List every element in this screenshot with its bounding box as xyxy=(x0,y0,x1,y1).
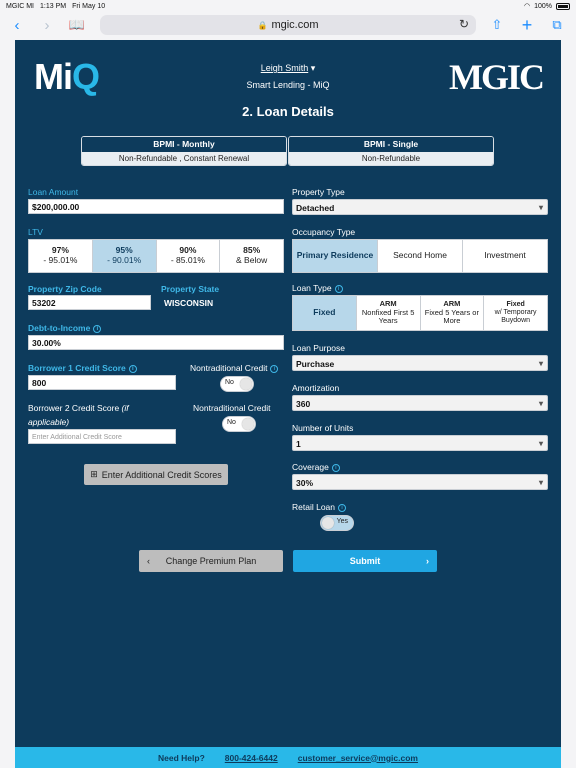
button-label: Change Premium Plan xyxy=(165,556,257,566)
loan-amount-label: Loan Amount xyxy=(28,187,79,197)
phone-link[interactable]: 800-424-6442 xyxy=(224,752,278,763)
plus-icon: ⊞ xyxy=(90,469,98,479)
bookmarks-icon[interactable]: 📖 xyxy=(68,17,86,32)
info-icon[interactable]: i xyxy=(338,504,346,512)
email-link[interactable]: customer_service@mgic.com xyxy=(297,752,418,763)
carrier-label: MGIC MI xyxy=(6,2,34,10)
status-bar xyxy=(0,0,576,12)
occupancy-option-selected[interactable]: Primary Residence xyxy=(293,240,378,272)
state-label: Property State xyxy=(161,284,220,294)
button-label: Enter Additional Credit Scores xyxy=(101,469,222,480)
back-icon[interactable]: ‹ xyxy=(14,16,20,34)
forward-icon[interactable]: › xyxy=(44,16,50,34)
loan-amount-input[interactable]: $200,000.00 xyxy=(28,199,284,214)
plan-tab-single[interactable] xyxy=(288,136,494,166)
b1-credit-input[interactable]: 800 xyxy=(28,375,176,390)
toggle-label: Yes xyxy=(336,518,348,525)
page-title: 2. Loan Details xyxy=(242,104,334,119)
info-icon[interactable]: i xyxy=(129,365,137,373)
dti-input[interactable]: 30.00% xyxy=(28,335,284,350)
nontrad-label-1: Nontraditional Credit i xyxy=(190,363,278,373)
loan-type-selector xyxy=(292,295,548,331)
occupancy-selector xyxy=(292,239,548,273)
b2-credit-label: Borrower 2 Credit Score (if xyxy=(28,403,129,413)
zip-input[interactable]: 53202 xyxy=(28,295,151,310)
toggle-label: No xyxy=(225,379,234,386)
ltv-selector xyxy=(28,239,284,273)
plan-title: BPMI - Monthly xyxy=(82,137,286,152)
app-subtitle: Smart Lending - MiQ xyxy=(246,80,330,90)
dti-label: Debt-to-Income i xyxy=(28,323,101,333)
b2-credit-label-2: applicable) xyxy=(28,417,70,427)
retail-loan-toggle[interactable] xyxy=(320,515,354,531)
info-icon[interactable]: i xyxy=(93,325,101,333)
loan-type-option-selected[interactable]: Fixed xyxy=(293,296,357,330)
ltv-label: LTV xyxy=(28,227,43,237)
enter-additional-scores-button[interactable] xyxy=(84,464,228,485)
nontrad-label-2: Nontraditional Credit xyxy=(193,403,271,413)
user-name-link[interactable]: Leigh Smith xyxy=(260,63,309,73)
plan-subtitle: Non-Refundable xyxy=(289,152,493,166)
wifi-icon: ◠ xyxy=(523,3,531,10)
loan-type-option[interactable]: ARM Fixed 5 Years or More xyxy=(421,296,485,330)
toggle-knob xyxy=(240,378,252,390)
chevron-down-icon: ▾ xyxy=(310,63,316,73)
battery-icon xyxy=(556,3,570,10)
loan-purpose-label: Loan Purpose xyxy=(292,343,345,353)
toggle-label: No xyxy=(227,419,236,426)
new-tab-icon[interactable]: + xyxy=(521,14,533,35)
button-label: Submit xyxy=(349,556,381,566)
info-icon[interactable]: i xyxy=(332,464,340,472)
zip-label: Property Zip Code xyxy=(28,284,102,294)
ltv-option[interactable]: 85% & Below xyxy=(236,245,268,265)
chevron-right-icon: › xyxy=(426,556,429,566)
coverage-select[interactable]: 30% ▾ xyxy=(292,474,548,490)
plan-title: BPMI - Single xyxy=(289,137,493,152)
info-icon[interactable]: i xyxy=(270,365,278,373)
units-select[interactable]: 1 ▾ xyxy=(292,435,548,451)
units-label: Number of Units xyxy=(292,423,354,433)
coverage-label: Coverage i xyxy=(292,462,340,472)
browser-toolbar xyxy=(0,12,576,38)
miq-logo: MiQ xyxy=(34,56,100,97)
plan-subtitle: Non-Refundable , Constant Renewal xyxy=(82,152,286,166)
property-type-select[interactable]: Detached ▾ xyxy=(292,199,548,215)
ltv-option-selected[interactable]: 95% - 90.01% xyxy=(93,240,157,272)
nontrad-toggle-2[interactable] xyxy=(222,416,256,432)
loan-type-option[interactable]: ARM Nonfixed First 5 Years xyxy=(357,296,421,330)
occupancy-label: Occupancy Type xyxy=(292,227,356,237)
info-icon[interactable]: i xyxy=(335,285,343,293)
loan-type-option[interactable]: Fixed w/ Temporary Buydown xyxy=(494,300,537,325)
toggle-knob xyxy=(242,418,254,430)
plan-tab-monthly[interactable] xyxy=(81,136,287,166)
url-text: mgic.com xyxy=(271,19,319,31)
help-label: Need Help? xyxy=(158,752,205,763)
date-label: Fri May 10 xyxy=(72,2,106,10)
change-premium-plan-button[interactable] xyxy=(139,550,283,572)
toggle-knob xyxy=(322,517,334,529)
ltv-option[interactable]: 97% - 95.01% xyxy=(29,240,93,272)
state-value: WISCONSIN xyxy=(164,298,214,308)
amortization-label: Amortization xyxy=(292,383,340,393)
occupancy-option[interactable]: Second Home xyxy=(378,240,463,272)
time-label: 1:13 PM xyxy=(40,2,67,10)
b2-credit-input[interactable]: Enter Additional Credit Score xyxy=(28,429,176,444)
help-footer xyxy=(15,747,561,768)
property-type-label: Property Type xyxy=(292,187,345,197)
retail-loan-label: Retail Loan i xyxy=(292,502,346,512)
loan-type-label: Loan Type i xyxy=(292,283,343,293)
mgic-logo: MGIC xyxy=(449,57,543,97)
app-panel xyxy=(15,40,561,768)
submit-button[interactable] xyxy=(293,550,437,572)
chevron-left-icon: ‹ xyxy=(147,556,150,566)
reload-icon[interactable]: ↻ xyxy=(458,17,469,31)
occupancy-option[interactable]: Investment xyxy=(484,250,526,261)
amortization-select[interactable]: 360 ▾ xyxy=(292,395,548,411)
lock-icon: 🔒 xyxy=(257,20,268,30)
battery-label: 100% xyxy=(534,2,552,10)
nontrad-toggle-1[interactable] xyxy=(220,376,254,392)
url-bar[interactable] xyxy=(100,15,476,35)
share-icon[interactable]: ⇧ xyxy=(491,17,503,32)
ltv-option[interactable]: 90% - 85.01% xyxy=(157,240,221,272)
tabs-icon[interactable]: ⧉ xyxy=(552,17,562,32)
b1-credit-label: Borrower 1 Credit Score i xyxy=(28,363,137,373)
loan-purpose-select[interactable]: Purchase ▾ xyxy=(292,355,548,371)
